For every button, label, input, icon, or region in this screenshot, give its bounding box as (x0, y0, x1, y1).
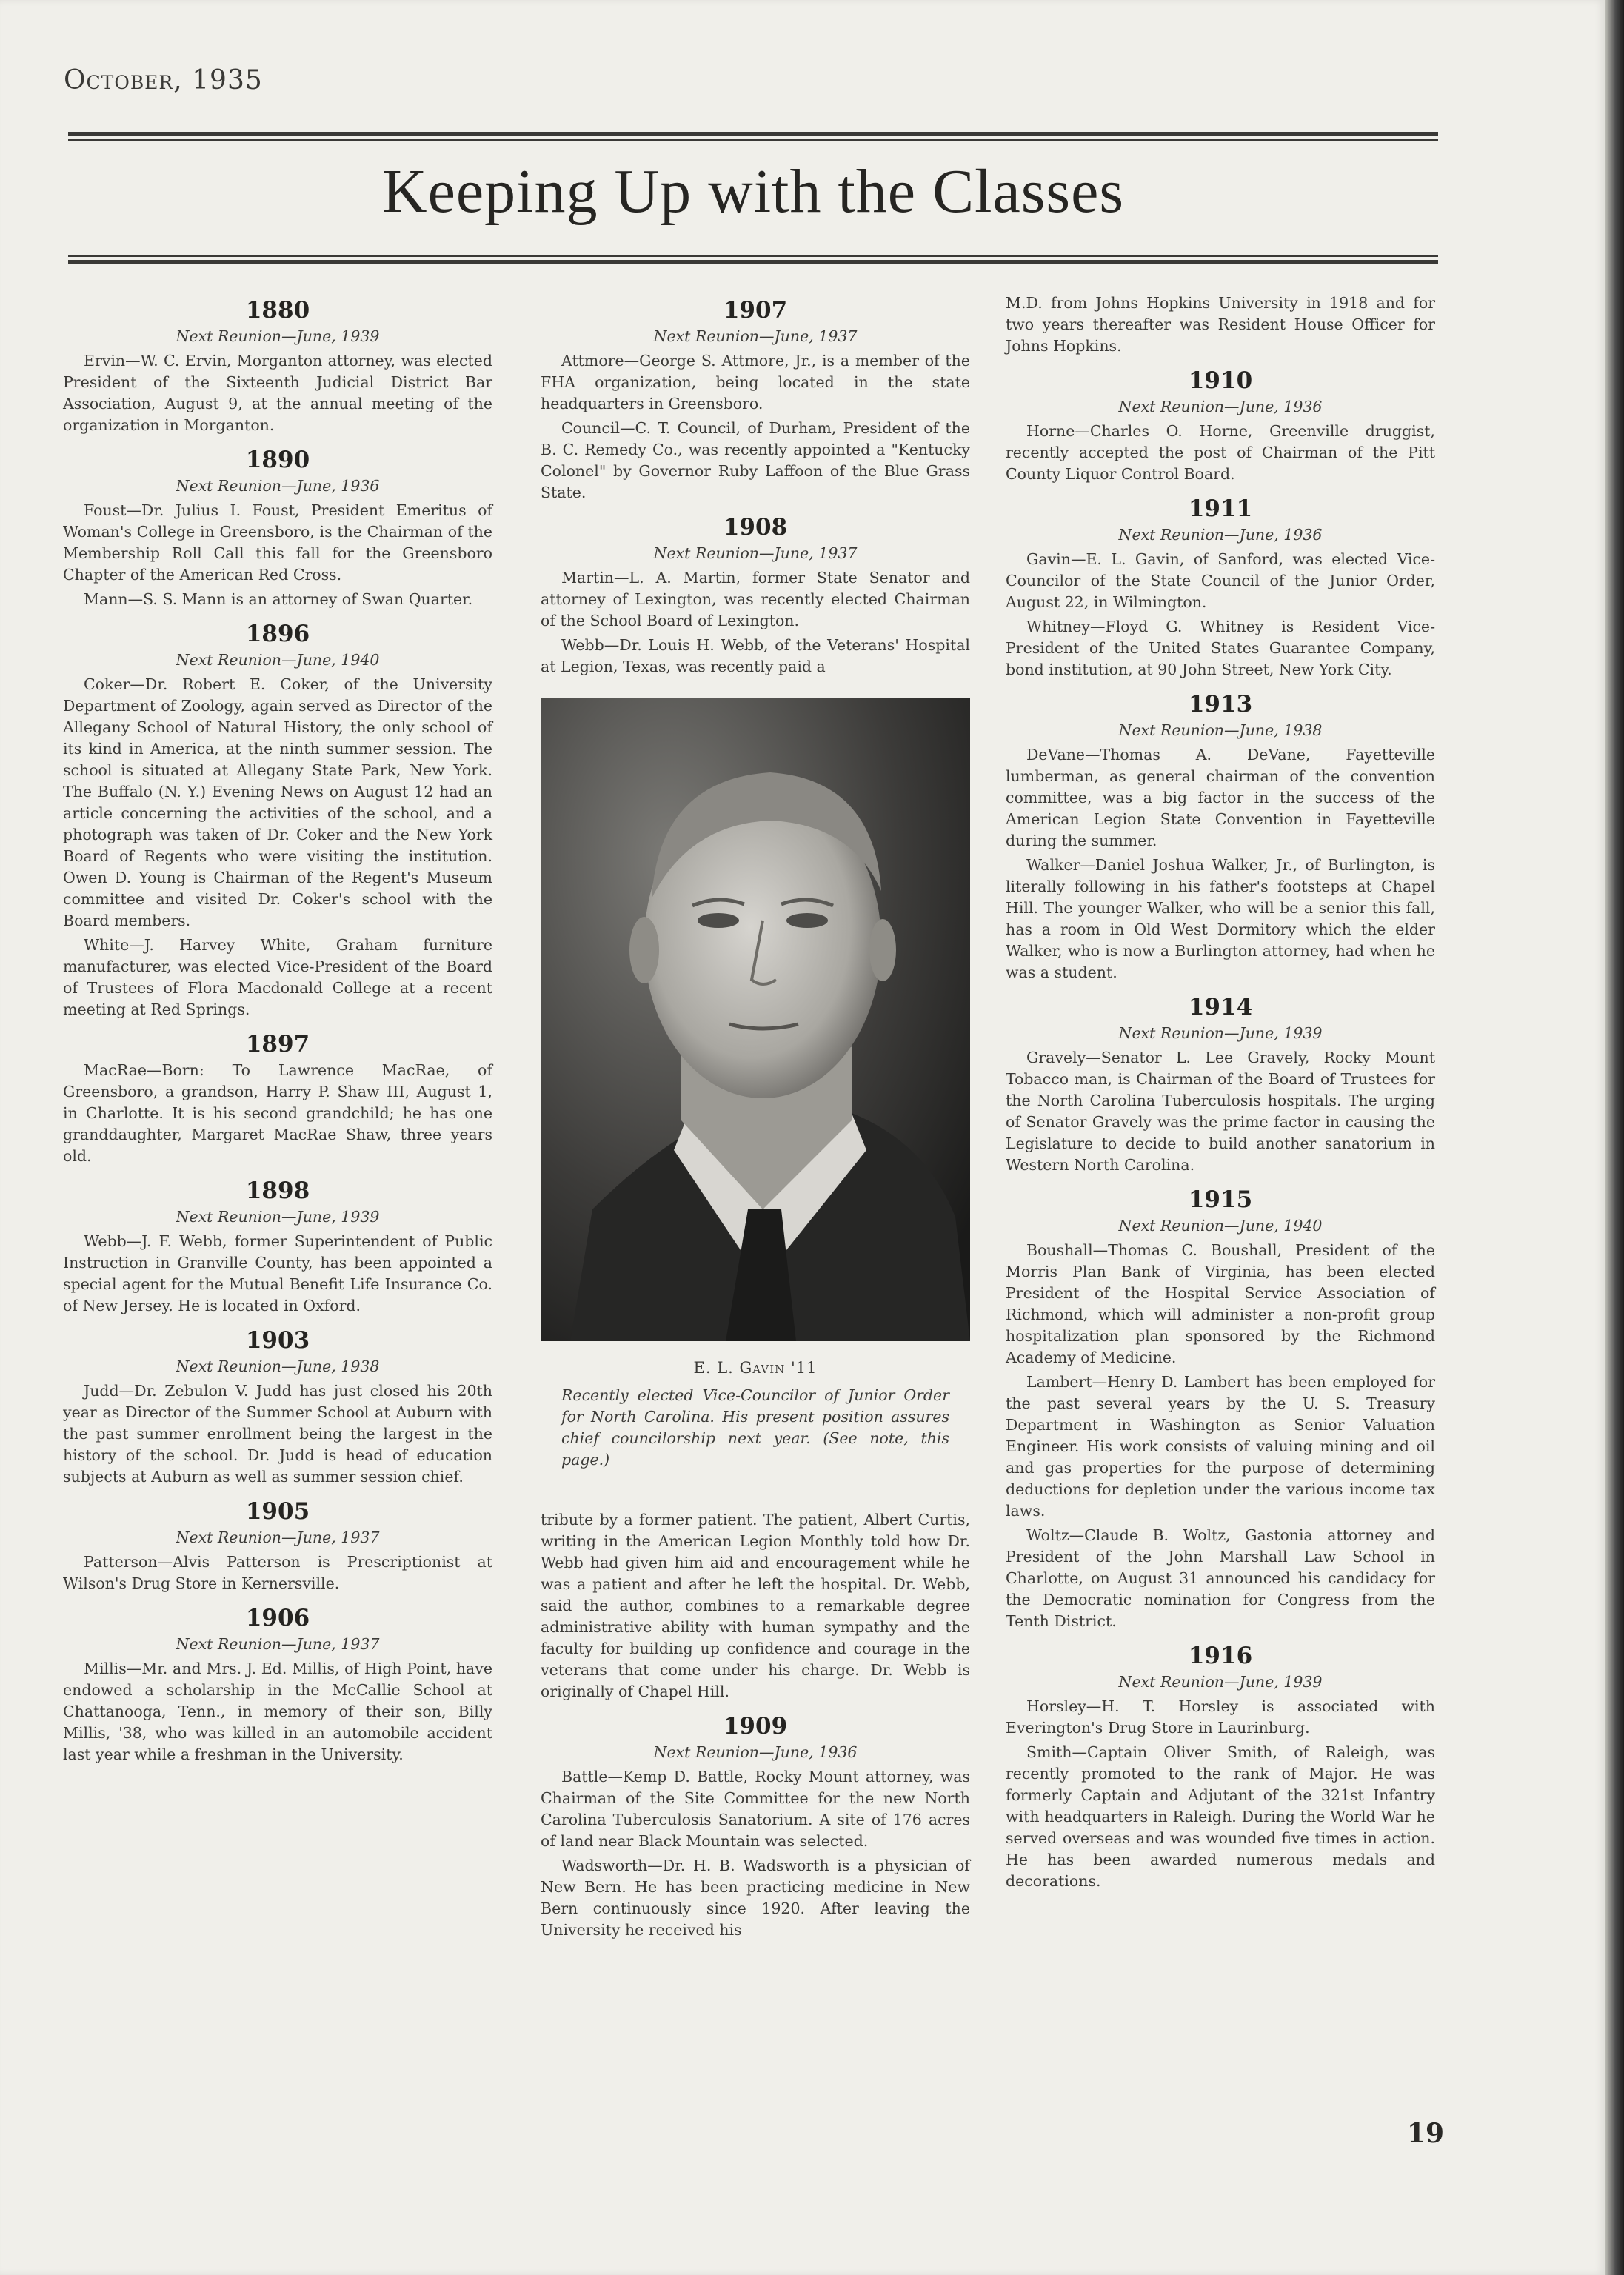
reunion-note: Next Reunion—June, 1940 (176, 651, 380, 669)
class-year-heading: 1906 (245, 1605, 310, 1631)
reunion-note: Next Reunion—June, 1937 (653, 544, 858, 562)
class-note: Gravely—Senator L. Lee Gravely, Rocky Mount Tobacco man, is Chairman of the Board of Trustees for the North Carolina Tuberculosis hospitals. The urging of Senator Gravely was the prime factor in causing the Legislature to decide to build another sanatorium in Western North Carolina. (1006, 1049, 1435, 1174)
photo-caption-name: E. L. Gavin '11 (693, 1359, 818, 1377)
class-note: Lambert—Henry D. Lambert has been employed for the past several years by the U. S. Treasury Department in Washington as Senior Valuation Engineer. His work consists of valuing mining and oil and gas properties for the purpose of determining deductions for depletion under the various income tax laws. (1006, 1373, 1435, 1520)
class-note: Martin—L. A. Martin, former State Senator and attorney of Lexington, was recently elected Chairman of the School Board of Lexington. (541, 569, 970, 629)
photo-caption-text: Recently elected Vice-Councilor of Junior Order for North Carolina. His present position assures chief councilorship next year. (See note, this page.) (561, 1386, 949, 1469)
reunion-note: Next Reunion—June, 1936 (176, 477, 380, 495)
class-year-heading: 1896 (245, 621, 310, 647)
page-number: 19 (1407, 2118, 1445, 2149)
column-1 (63, 293, 492, 1768)
class-note: Whitney—Floyd G. Whitney is Resident Vice-President of the United States Guarantee Company, bond institution, at 90 John Street, New York City. (1006, 618, 1435, 678)
top-rule-thin (68, 139, 1438, 141)
class-year-heading: 1880 (245, 297, 310, 324)
class-note: Horsley—H. T. Horsley is associated with Everington's Drug Store in Laurinburg. (1006, 1697, 1435, 1737)
class-year-heading: 1907 (723, 297, 788, 324)
class-year-heading: 1916 (1188, 1643, 1253, 1669)
class-year-heading: 1914 (1188, 994, 1253, 1020)
running-head: October, 1935 (64, 65, 263, 96)
reunion-note: Next Reunion—June, 1939 (1118, 1024, 1323, 1042)
reunion-note: Next Reunion—June, 1938 (1118, 721, 1323, 739)
class-note: Wadsworth—Dr. H. B. Wadsworth is a physician of New Bern. He has been practicing medicine in New Bern continuously since 1920. After leaving the University he received his (541, 1857, 970, 1939)
portrait-photo (541, 698, 970, 1341)
reunion-note: Next Reunion—June, 1940 (1118, 1217, 1323, 1235)
class-year-heading: 1903 (245, 1327, 310, 1354)
class-note: White—J. Harvey White, Graham furniture manufacturer, was elected Vice-President of the Board of Trustees of Flora Macdonald College at a recent meeting at Red Springs. (63, 936, 492, 1018)
class-note: Webb—J. F. Webb, former Superintendent of Public Instruction in Granville County, has been appointed a special agent for the Mutual Benefit Life Insurance Co. of New Jersey. He is located in Oxford. (63, 1232, 492, 1314)
class-year-heading: 1915 (1188, 1186, 1253, 1213)
class-note: Mann—S. S. Mann is an attorney of Swan Quarter. (84, 590, 473, 608)
class-note: Ervin—W. C. Ervin, Morganton attorney, was elected President of the Sixteenth Judicial District Bar Association, August 9, at the annual meeting of the organization in Morganton. (63, 352, 492, 434)
reunion-note: Next Reunion—June, 1939 (176, 327, 380, 345)
class-note: Boushall—Thomas C. Boushall, President of the Morris Plan Bank of Virginia, has been elected President of the Hospital Service Association of Richmond, which will administer a non-profit group hospitalization plan sponsored by the Richmond Academy of Medicine. (1006, 1241, 1435, 1366)
reunion-note: Next Reunion—June, 1938 (176, 1357, 380, 1375)
portrait-image (541, 698, 970, 1341)
class-note: Gavin—E. L. Gavin, of Sanford, was elected Vice-Councilor of the State Council of the Junior Order, August 22, in Wilmington. (1006, 550, 1435, 611)
class-note: Judd—Dr. Zebulon V. Judd has just closed his 20th year as Director of the Summer School at Auburn with the past summer enrollment being the largest in the history of the school. Dr. Judd is head of education subjects at Auburn as well as summer session chief. (63, 1382, 492, 1486)
class-note: MacRae—Born: To Lawrence MacRae, of Greensboro, a grandson, Harry P. Shaw III, August 1, in Charlotte. It is his second grandchild; he has one granddaughter, Margaret MacRae Shaw, three years old. (63, 1061, 492, 1165)
class-note: DeVane—Thomas A. DeVane, Fayetteville lumberman, as general chairman of the convention committee, was a big factor in the success of the American Legion State Convention in Fayetteville during the summer. (1006, 746, 1435, 849)
reunion-note: Next Reunion—June, 1936 (1118, 526, 1323, 544)
class-note: Smith—Captain Oliver Smith, of Raleigh, was recently promoted to the rank of Major. He was formerly Captain and Adjutant of the 321st Infantry with headquarters in Raleigh. During the World War he served overseas and was wounded five times in action. He has been awarded numerous medals and decorations. (1006, 1743, 1435, 1890)
page-edge-shadow (1605, 0, 1624, 2275)
class-note: Battle—Kemp D. Battle, Rocky Mount attorney, was Chairman of the Site Committee for the new North Carolina Tuberculosis Sanatorium. A site of 176 acres of land near Black Mountain was selected. (541, 1768, 970, 1850)
reunion-note: Next Reunion—June, 1936 (653, 1743, 858, 1761)
reunion-note: Next Reunion—June, 1939 (176, 1208, 380, 1226)
column-2 (541, 293, 970, 1944)
column-3 (1006, 293, 1435, 1895)
class-year-heading: 1909 (723, 1713, 788, 1740)
class-note: Coker—Dr. Robert E. Coker, of the University Department of Zoology, again served as Director of the Allegany School of Natural History, the only school of its kind in America, at the ninth summer session. The school is situated at Allegany State Park, New York. The Buffalo (N. Y.) Evening News on August 12 had an article concerning the activities of the school, and a photograph was taken of Dr. Coker and the New York Board of Regents who were visiting the institution. Owen D. Young is Chairman of the Regent's Museum committee and visited Dr. Coker's school with the Board members. (63, 675, 492, 929)
reunion-note: Next Reunion—June, 1939 (1118, 1673, 1323, 1691)
class-note: Millis—Mr. and Mrs. J. Ed. Millis, of High Point, have endowed a scholarship in the McCallie School at Chattanooga, Tenn., in memory of their son, Billy Millis, '38, who was killed in an automobile accident last year while a freshman in the University. (63, 1660, 492, 1763)
reunion-note: Next Reunion—June, 1937 (653, 327, 858, 345)
class-year-heading: 1910 (1188, 367, 1253, 394)
reunion-note: Next Reunion—June, 1936 (1118, 398, 1323, 415)
reunion-note: Next Reunion—June, 1937 (176, 1635, 380, 1653)
class-note: Attmore—George S. Attmore, Jr., is a member of the FHA organization, being located in the state headquarters in Greensboro. (541, 352, 970, 412)
class-note: Horne—Charles O. Horne, Greenville druggist, recently accepted the post of Chairman of the Pitt County Liquor Control Board. (1006, 422, 1435, 483)
class-year-heading: 1898 (245, 1177, 310, 1204)
reunion-note: Next Reunion—June, 1937 (176, 1529, 380, 1546)
class-note: Council—C. T. Council, of Durham, President of the B. C. Remedy Co., was recently appointed a "Kentucky Colonel" by Governor Ruby Laffoon of the Blue Grass State. (541, 419, 970, 501)
class-year-heading: 1908 (723, 514, 788, 541)
class-note: tribute by a former patient. The patient, Albert Curtis, writing in the American Legion Monthly told how Dr. Webb had given him aid and encouragement while he was a patient and after he left the hospital. Dr. Webb, said the author, combines to a remarkable degree administrative ability with human sympathy and the faculty for building up confidence and courage in the veterans that come under his charge. Dr. Webb is originally of Chapel Hill. (541, 1511, 970, 1700)
class-year-heading: 1890 (245, 447, 310, 473)
class-note: Walker—Daniel Joshua Walker, Jr., of Burlington, is literally following in his father's footsteps at Chapel Hill. The younger Walker, who will be a senior this fall, has a room in Old West Dormitory which the elder Walker, who is now a Burlington attorney, had when he was a student. (1006, 856, 1435, 981)
class-year-heading: 1913 (1188, 691, 1253, 718)
class-note: M.D. from Johns Hopkins University in 1918 and for two years thereafter was Resident House Officer for Johns Hopkins. (1006, 294, 1435, 355)
bottom-rule (68, 260, 1438, 264)
class-year-heading: 1905 (245, 1498, 310, 1525)
class-year-heading: 1897 (245, 1031, 310, 1058)
class-note: Foust—Dr. Julius I. Foust, President Emeritus of Woman's College in Greensboro, is the Chairman of the Membership Roll Call this fall for the Greensboro Chapter of the American Red Cross. (63, 501, 492, 584)
page-title: Keeping Up with the Classes (381, 157, 1125, 226)
class-note: Webb—Dr. Louis H. Webb, of the Veterans' Hospital at Legion, Texas, was recently paid a (541, 636, 970, 675)
class-note: Woltz—Claude B. Woltz, Gastonia attorney and President of the John Marshall Law School in Charlotte, on August 31 announced his candidacy for the Democratic nomination for Congress from the Tenth District. (1006, 1526, 1435, 1630)
bottom-rule-thin (68, 255, 1438, 257)
top-rule (68, 132, 1438, 136)
class-note: Patterson—Alvis Patterson is Prescriptionist at Wilson's Drug Store in Kernersville. (63, 1553, 492, 1592)
class-year-heading: 1911 (1188, 495, 1253, 522)
